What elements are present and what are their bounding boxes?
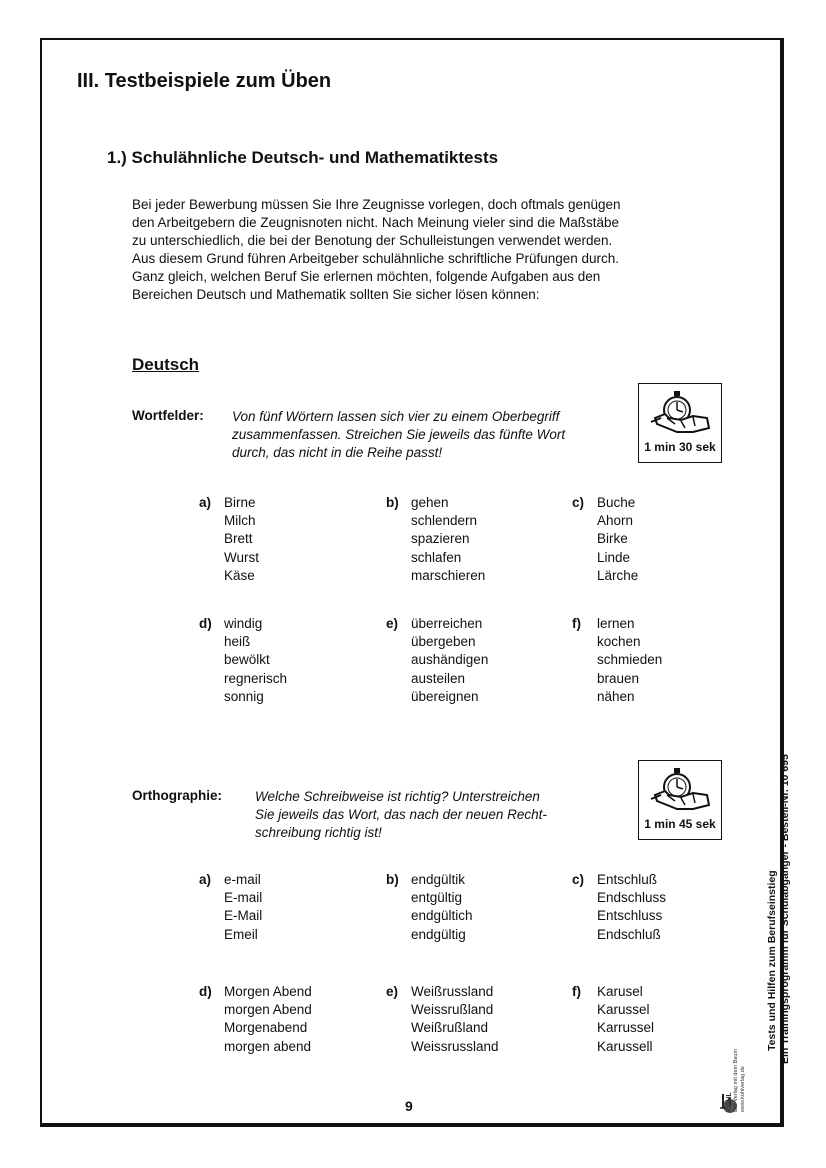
word: Morgen Abend <box>224 984 312 999</box>
word: gehen <box>411 495 449 510</box>
intro-paragraph <box>132 196 702 304</box>
publisher-website: www.kohlverlag.de <box>740 1066 746 1112</box>
word: Milch <box>224 513 256 529</box>
group-letter: d) <box>199 984 212 999</box>
instruction-line: zusammenfassen. Streichen Sie jeweils das fünfte Wort <box>232 427 566 442</box>
orthographie-instruction <box>255 788 547 842</box>
word: schlendern <box>411 513 478 529</box>
word: kochen <box>597 634 641 650</box>
word: Emeil <box>224 926 258 942</box>
word: Endschluß <box>597 926 661 942</box>
wortfelder-label: Wortfelder: <box>132 408 204 423</box>
word: Karussell <box>597 1038 653 1054</box>
word: E-mail <box>224 890 263 906</box>
word: Karusel <box>597 984 643 999</box>
side-line-order: Ein Trainingsprogramm für Schulabgänger - Bestell-Nr. 10 695 <box>779 754 791 1064</box>
word: bewölkt <box>224 652 270 668</box>
word: Wurst <box>224 549 260 565</box>
stopwatch-hand-icon <box>647 388 713 436</box>
instruction-line: Sie jeweils das Wort, das nach der neuen Recht- <box>255 807 547 822</box>
intro-line: Ganz gleich, welchen Beruf Sie erlernen möchten, folgende Aufgaben aus den <box>132 269 601 284</box>
group-letter: e) <box>386 616 399 631</box>
word: Käse <box>224 567 255 583</box>
instruction-line: durch, das nicht in die Reihe passt! <box>232 445 443 460</box>
side-line-series: Tests und Hilfen zum Berufseinstieg <box>766 870 778 1051</box>
instruction-line: Welche Schreibweise ist richtig? Unterstreichen <box>255 789 540 804</box>
word: heiß <box>224 634 251 650</box>
word: morgen abend <box>224 1038 312 1054</box>
page-number: 9 <box>405 1098 413 1114</box>
word: Endschluss <box>597 890 667 906</box>
word: überreichen <box>411 616 483 631</box>
wortfelder-instruction <box>232 408 565 462</box>
group-letter: c) <box>572 872 585 887</box>
group-letter: b) <box>386 872 399 887</box>
group-letter: f) <box>572 984 581 999</box>
word: nähen <box>597 688 635 704</box>
timer-label: 1 min 45 sek <box>644 817 716 831</box>
intro-line: den Arbeitgebern die Zeugnisnoten nicht. Nach Meinung vieler sind die Maßstäbe <box>132 215 620 230</box>
word: endgültich <box>411 908 473 924</box>
group-letter: a) <box>199 872 212 887</box>
subheading-deutsch: Deutsch <box>132 355 200 374</box>
intro-line: Bei jeder Bewerbung müssen Sie Ihre Zeugnisse vorlegen, doch oftmals genügen <box>132 197 621 212</box>
instruction-line: Von fünf Wörtern lassen sich vier zu einem Oberbegriff <box>232 409 560 424</box>
group-letter: d) <box>199 616 212 631</box>
intro-line: Aus diesem Grund führen Arbeitgeber schulähnliche schriftliche Prüfungen durch. <box>132 251 620 266</box>
group-letter: c) <box>572 495 585 510</box>
word: Karussel <box>597 1002 650 1018</box>
word: schmieden <box>597 652 663 668</box>
group-letter: a) <box>199 495 212 510</box>
word: lernen <box>597 616 635 631</box>
word: morgen Abend <box>224 1002 312 1018</box>
word: Linde <box>597 549 631 565</box>
group-letter: e) <box>386 984 399 999</box>
timer-box-wortfelder <box>638 383 722 463</box>
group-letter: b) <box>386 495 399 510</box>
word: Weißrussland <box>411 984 494 999</box>
instruction-line: schreibung richtig ist! <box>255 825 382 840</box>
word: Ahorn <box>597 513 634 529</box>
word: Morgenabend <box>224 1020 308 1036</box>
publisher-tagline: Der Verlag mit dem Baum <box>733 1049 739 1112</box>
word: übereignen <box>411 688 479 704</box>
word: Entschluss <box>597 908 663 924</box>
word: aushändigen <box>411 652 489 668</box>
word: endgültik <box>411 872 466 887</box>
intro-line: Bereichen Deutsch und Mathematik sollten Sie sicher lösen können: <box>132 287 540 302</box>
word: marschieren <box>411 567 486 583</box>
word: schlafen <box>411 549 462 565</box>
stopwatch-hand-icon <box>647 765 713 813</box>
timer-box-orthographie <box>638 760 722 840</box>
word: Buche <box>597 495 636 510</box>
word: regnerisch <box>224 670 288 686</box>
word: entgültig <box>411 890 463 906</box>
word: Lärche <box>597 567 639 583</box>
section-title: 1.) Schulähnliche Deutsch- und Mathematiktests <box>107 148 499 167</box>
word: endgültig <box>411 926 466 942</box>
word: Birne <box>224 495 256 510</box>
word: übergeben <box>411 634 476 650</box>
word: brauen <box>597 670 640 686</box>
word: Birke <box>597 531 628 547</box>
word: Karrussel <box>597 1020 655 1036</box>
word: E-Mail <box>224 908 263 924</box>
word: spazieren <box>411 531 470 547</box>
word: Weissrussland <box>411 1038 499 1054</box>
word: windig <box>224 616 263 631</box>
orthographie-label: Orthographie: <box>132 788 222 803</box>
timer-label: 1 min 30 sek <box>644 440 716 454</box>
word: Entschluß <box>597 872 658 887</box>
word: Weißrußland <box>411 1020 489 1036</box>
word: e-mail <box>224 872 261 887</box>
word: sonnig <box>224 688 264 704</box>
word: austeilen <box>411 670 466 686</box>
intro-line: zu unterschiedlich, die bei der Benotung der Schulleistungen verwendet werden. <box>132 233 613 248</box>
word: Brett <box>224 531 253 547</box>
word: Weissrußland <box>411 1002 494 1018</box>
publisher-logo-text: KOHL <box>726 1092 733 1112</box>
page-title: III. Testbeispiele zum Üben <box>77 70 332 92</box>
group-letter: f) <box>572 616 581 631</box>
